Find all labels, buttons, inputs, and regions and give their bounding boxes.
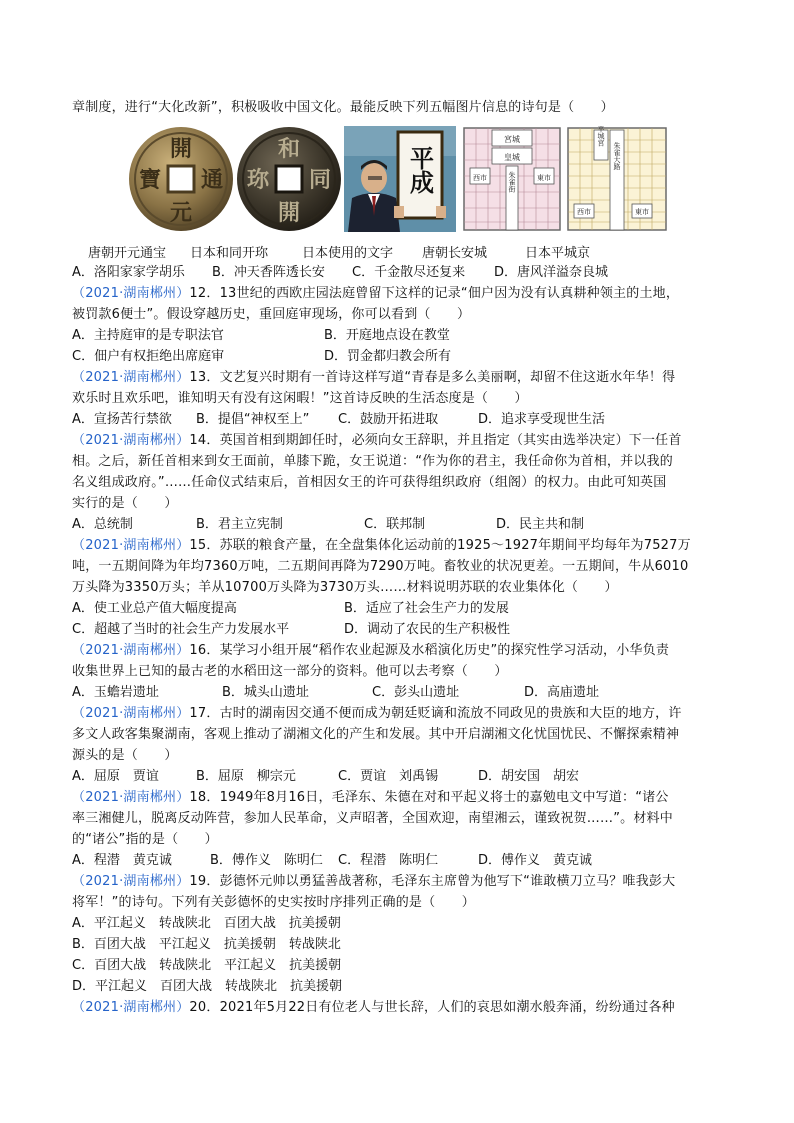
q16-stem-line2: 收集世界上已知的最古老的水稻田这一部分的资料。他可以去考察（ ） bbox=[72, 664, 508, 679]
q13-option-c[interactable]: C．鼓励开拓进取 bbox=[338, 412, 439, 427]
q12-option-b[interactable]: B．开庭地点设在教堂 bbox=[324, 328, 450, 343]
q18-option-c[interactable]: C．程潜 陈明仁 bbox=[338, 853, 439, 868]
q13-option-a[interactable]: A．宣扬苦行禁欲 bbox=[72, 412, 172, 427]
q14-option-d[interactable]: D．民主共和制 bbox=[496, 517, 585, 532]
q14-option-a[interactable]: A．总统制 bbox=[72, 517, 133, 532]
coin2-char-top: 和 bbox=[277, 136, 301, 162]
q14-stem-line4: 实行的是（ ） bbox=[72, 496, 178, 511]
q16-option-a[interactable]: A．玉蟾岩遗址 bbox=[72, 685, 159, 700]
q14-source: （2021·湖南郴州） bbox=[72, 433, 190, 448]
q11-stem-continued: 章制度，进行“大化改新”，积极吸收中国文化。最能反映下列五幅图片信息的诗句是（ ） bbox=[72, 100, 614, 115]
q19-option-c[interactable]: C．百团大战 转战陕北 平江起义 抗美援朝 bbox=[72, 958, 342, 973]
coin2-char-bottom: 開 bbox=[277, 200, 301, 226]
q16-option-b[interactable]: B．城头山遗址 bbox=[222, 685, 309, 700]
q19-option-d[interactable]: D．平江起义 百团大战 转战陕北 抗美援朝 bbox=[72, 979, 343, 994]
suzaku-avenue-label: 朱雀大路 bbox=[613, 142, 621, 170]
q17-option-c[interactable]: C．贾谊 刘禹锡 bbox=[338, 769, 439, 784]
q11-option-d[interactable]: D．唐风洋溢奈良城 bbox=[494, 265, 609, 280]
kaiyuan-tongbao-coin-image bbox=[128, 126, 234, 232]
q11-option-a[interactable]: A．洛阳家家学胡乐 bbox=[72, 265, 185, 280]
q13-option-b[interactable]: B．提倡“神权至上” bbox=[196, 412, 310, 427]
q18-option-a[interactable]: A．程潜 黄克诚 bbox=[72, 853, 172, 868]
caption-heijokyo: 日本平城京 bbox=[525, 246, 591, 261]
heisei-announcement-photo bbox=[344, 126, 456, 232]
q16-source: （2021·湖南郴州） bbox=[72, 643, 190, 658]
caption-japanese-script: 日本使用的文字 bbox=[302, 246, 394, 261]
caption-wado: 日本和同开珎 bbox=[190, 246, 269, 261]
zhuque-street-label: 朱雀街 bbox=[508, 171, 516, 193]
q19-source: （2021·湖南郴州） bbox=[72, 874, 190, 889]
q15-source: （2021·湖南郴州） bbox=[72, 538, 190, 553]
coin1-char-right: 通 bbox=[200, 167, 224, 193]
q17-stem-line3: 源头的是（ ） bbox=[72, 748, 178, 763]
q18-option-b[interactable]: B．傅作义 陈明仁 bbox=[210, 853, 323, 868]
q12-option-d[interactable]: D．罚金都归教会所有 bbox=[324, 349, 452, 364]
square-hole bbox=[276, 166, 302, 192]
q15-stem-line1: （2021·湖南郴州）15．苏联的粮食产量，在全盘集体化运动前的1925～1927年期间平均每年为7527万 bbox=[72, 538, 691, 553]
q12-source: （2021·湖南郴州） bbox=[72, 286, 190, 301]
q20-source: （2021·湖南郴州） bbox=[72, 1000, 190, 1015]
calligraphy-text: 平成 bbox=[405, 146, 435, 194]
q19-option-a[interactable]: A．平江起义 转战陕北 百团大战 抗美援朝 bbox=[72, 916, 341, 931]
q19-option-b[interactable]: B．百团大战 平江起义 抗美援朝 转战陕北 bbox=[72, 937, 341, 952]
q17-stem-line1: （2021·湖南郴州）17．古时的湖南因交通不便而成为朝廷贬谪和流放不同政见的贵族和大臣的地方，许 bbox=[72, 706, 682, 721]
square-hole bbox=[168, 166, 194, 192]
q16-stem-line1: （2021·湖南郴州）16．某学习小组开展“稻作农业起源及水稻演化历史”的探究性学习活动，小华负责 bbox=[72, 643, 670, 658]
q15-option-d[interactable]: D．调动了农民的生产积极性 bbox=[344, 622, 511, 637]
coin1-char-bottom: 元 bbox=[169, 200, 193, 226]
q13-stem-line2: 欢乐时且欢乐吧，谁知明天有没有这闲暇！”这首诗反映的生活态度是（ ） bbox=[72, 391, 528, 406]
palace-city-label: 宮城 bbox=[504, 135, 520, 144]
west-market-label: 西市 bbox=[473, 174, 487, 182]
q20-stem-line1: （2021·湖南郴州）20．2021年5月22日有位老人与世长辞，人们的哀思如潮水般奔涌，纷纷通过各种 bbox=[72, 1000, 675, 1015]
caption-changan: 唐朝长安城 bbox=[422, 246, 488, 261]
imperial-city-label: 皇城 bbox=[504, 153, 520, 162]
q16-option-c[interactable]: C．彭头山遗址 bbox=[372, 685, 460, 700]
q14-stem-line2: 相。之后，新任首相来到女王面前，单膝下跪，女王说道：“作为你的君主，我任命你为首相，并以我的 bbox=[72, 454, 673, 469]
heijo-east-market-label: 東市 bbox=[635, 208, 649, 216]
q14-stem-line1: （2021·湖南郴州）14．英国首相到期卸任时，必须向女王辞职，并且指定（其实由选举决定）下一任首 bbox=[72, 433, 682, 448]
heijo-palace-label: 平城宮 bbox=[597, 126, 605, 147]
q11-option-c[interactable]: C．千金散尽还复来 bbox=[352, 265, 466, 280]
q19-stem-line2: 将军！”的诗句。下列有关彭德怀的史实按时序排列正确的是（ ） bbox=[72, 895, 475, 910]
coin2-char-right: 同 bbox=[308, 167, 332, 193]
q18-stem-line1: （2021·湖南郴州）18．1949年8月16日，毛泽东、朱德在对和平起义将士的嘉勉电文中写道：“诸公 bbox=[72, 790, 669, 805]
q12-option-c[interactable]: C．佃户有权拒绝出席庭审 bbox=[72, 349, 225, 364]
coin1-char-left: 寶 bbox=[138, 167, 162, 193]
q18-option-d[interactable]: D．傅作义 黄克诚 bbox=[478, 853, 593, 868]
heijo-west-market-label: 西市 bbox=[577, 208, 591, 216]
east-market-label: 東市 bbox=[537, 174, 551, 182]
q17-source: （2021·湖南郴州） bbox=[72, 706, 190, 721]
q18-source: （2021·湖南郴州） bbox=[72, 790, 190, 805]
q18-stem-line2: 率三湘健儿，脱离反动阵营，参加人民革命，义声昭著，全国欢迎，南望湘云，谨致祝贺……”。材料中 bbox=[72, 811, 673, 826]
q15-option-c[interactable]: C．超越了当时的社会生产力发展水平 bbox=[72, 622, 290, 637]
q14-stem-line3: 名义组成政府。”……任命仪式结束后，首相因女王的许可获得组织政府（组阁）的权力。由此可知英国 bbox=[72, 475, 667, 490]
q19-stem-line1: （2021·湖南郴州）19．彭德怀元帅以勇猛善战著称，毛泽东主席曾为他写下“谁敢横刀立马？唯我彭大 bbox=[72, 874, 676, 889]
coin1-char-top: 開 bbox=[169, 136, 193, 162]
q17-option-d[interactable]: D．胡安国 胡宏 bbox=[478, 769, 580, 784]
q16-option-d[interactable]: D．高庙遗址 bbox=[524, 685, 600, 700]
wado-kaichin-coin-image bbox=[236, 126, 342, 232]
q12-stem-line2: 被罚款6便士”。假设穿越历史，重回庭审现场，你可以看到（ ） bbox=[72, 307, 471, 322]
heijokyo-city-map bbox=[566, 126, 668, 232]
q17-option-b[interactable]: B．屈原 柳宗元 bbox=[196, 769, 296, 784]
q13-stem-line1: （2021·湖南郴州）13．文艺复兴时期有一首诗这样写道“青春是多么美丽啊，却留不住这逝水年华！得 bbox=[72, 370, 676, 385]
q15-option-b[interactable]: B．适应了社会生产力的发展 bbox=[344, 601, 509, 616]
q17-stem-line2: 多文人政客集聚湖南，客观上推动了湖湘文化的产生和发展。其中开启湖湘文化忧国忧民、不懈探索精神 bbox=[72, 727, 680, 742]
q13-source: （2021·湖南郴州） bbox=[72, 370, 190, 385]
q15-option-a[interactable]: A．使工业总产值大幅度提高 bbox=[72, 601, 237, 616]
q15-stem-line2: 吨，一五期间降为年均7360万吨，二五期间再降为7290万吨。畜牧业的状况更差。一五期间，牛从6010 bbox=[72, 559, 689, 574]
q13-option-d[interactable]: D．追求享受现世生活 bbox=[478, 412, 606, 427]
q17-option-a[interactable]: A．屈原 贾谊 bbox=[72, 769, 159, 784]
coin2-char-left: 珎 bbox=[246, 167, 270, 193]
q18-stem-line3: 的“诸公”指的是（ ） bbox=[72, 832, 218, 847]
caption-kaiyuan: 唐朝开元通宝 bbox=[88, 246, 167, 261]
q12-stem-line1: （2021·湖南郴州）12．13世纪的西欧庄园法庭曾留下这样的记录“佃户因为没有认真耕种领主的土地， bbox=[72, 286, 680, 301]
q11-option-b[interactable]: B．冲天香阵透长安 bbox=[212, 265, 325, 280]
changan-city-map bbox=[462, 126, 562, 232]
q12-option-a[interactable]: A．主持庭审的是专职法官 bbox=[72, 328, 224, 343]
q14-option-b[interactable]: B．君主立宪制 bbox=[196, 517, 283, 532]
q15-stem-line3: 万头降为3350万头；羊从10700万头降为3730万头……材料说明苏联的农业集体化（ ） bbox=[72, 580, 618, 595]
q14-option-c[interactable]: C．联邦制 bbox=[364, 517, 426, 532]
